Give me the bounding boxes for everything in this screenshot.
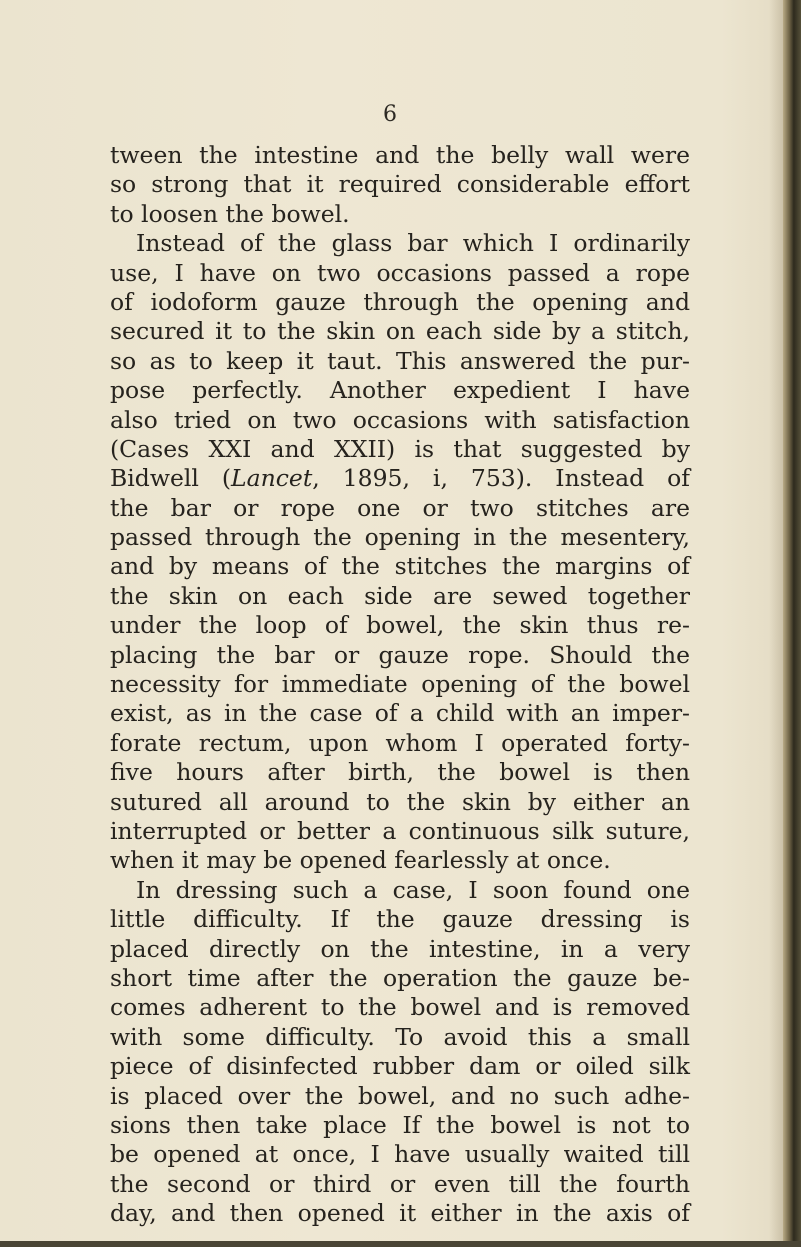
text-line: so as to keep it taut. This answered the pur-: [110, 346, 690, 375]
italic-citation: Lancet: [231, 464, 313, 493]
text-line: and by means of the stitches the margins of: [110, 552, 690, 581]
text-line: secured it to the skin on each side by a stitch,: [110, 317, 690, 346]
text-line: the skin on each side are sewed together: [110, 581, 690, 610]
text-line: necessity for immediate opening of the bowel: [110, 670, 690, 699]
text-line: use, I have on two occasions passed a rope: [110, 258, 690, 287]
text-line: of iodoform gauze through the opening and: [110, 287, 690, 316]
text-line: placing the bar or gauze rope. Should the: [110, 640, 690, 669]
text-line: be opened at once, I have usually waited till: [110, 1140, 690, 1169]
text-line: to loosen the bowel.: [110, 199, 350, 228]
text-line: under the loop of bowel, the skin thus re-: [110, 611, 690, 640]
book-spine: [783, 0, 801, 1247]
text-line: Bidwell (Lancet, 1895, i, 753). Instead of: [110, 464, 690, 493]
text-line: forate rectum, upon whom I operated forty-: [110, 728, 690, 757]
text-line: pose perfectly. Another expedient I have: [110, 376, 690, 405]
page-bottom-edge: [0, 1241, 801, 1247]
text-line: In dressing such a case, I soon found one: [136, 875, 690, 904]
text-line: day, and then opened it either in the axis of: [110, 1199, 690, 1228]
text-line: exist, as in the case of a child with an imper-: [110, 699, 690, 728]
text-line: five hours after birth, the bowel is then: [110, 758, 690, 787]
text-line: the second or third or even till the fourth: [110, 1169, 690, 1198]
text-line: when it may be opened fearlessly at once.: [110, 846, 611, 875]
text-line: so strong that it required considerable effort: [110, 170, 690, 199]
text-line: the bar or rope one or two stitches are: [110, 493, 690, 522]
text-line: with some difficulty. To avoid this a small: [110, 1022, 690, 1051]
text-line: is placed over the bowel, and no such adhe-: [110, 1081, 690, 1110]
text-line: piece of disinfected rubber dam or oiled silk: [110, 1052, 690, 1081]
text-line: sutured all around to the skin by either an: [110, 787, 690, 816]
gutter-shadow: [769, 0, 783, 1247]
text-line: also tried on two occasions with satisfaction: [110, 405, 690, 434]
text-line: passed through the opening in the mesentery,: [110, 523, 690, 552]
text-line: (Cases XXI and XXII) is that suggested by: [110, 434, 690, 463]
text-line: placed directly on the intestine, in a very: [110, 934, 690, 963]
text-line: tween the intestine and the belly wall were: [110, 141, 690, 169]
text-line: short time after the operation the gauze be-: [110, 963, 690, 992]
text-line: comes adherent to the bowel and is removed: [110, 993, 690, 1022]
text-line: sions then take place If the bowel is not to: [110, 1110, 690, 1139]
body-text: [110, 141, 690, 1228]
text-line: interrupted or better a continuous silk suture,: [110, 816, 690, 845]
text-line: Instead of the glass bar which I ordinarily: [136, 229, 690, 258]
page-number: 6: [383, 102, 397, 127]
text-line: little difficulty. If the gauze dressing is: [110, 905, 690, 934]
